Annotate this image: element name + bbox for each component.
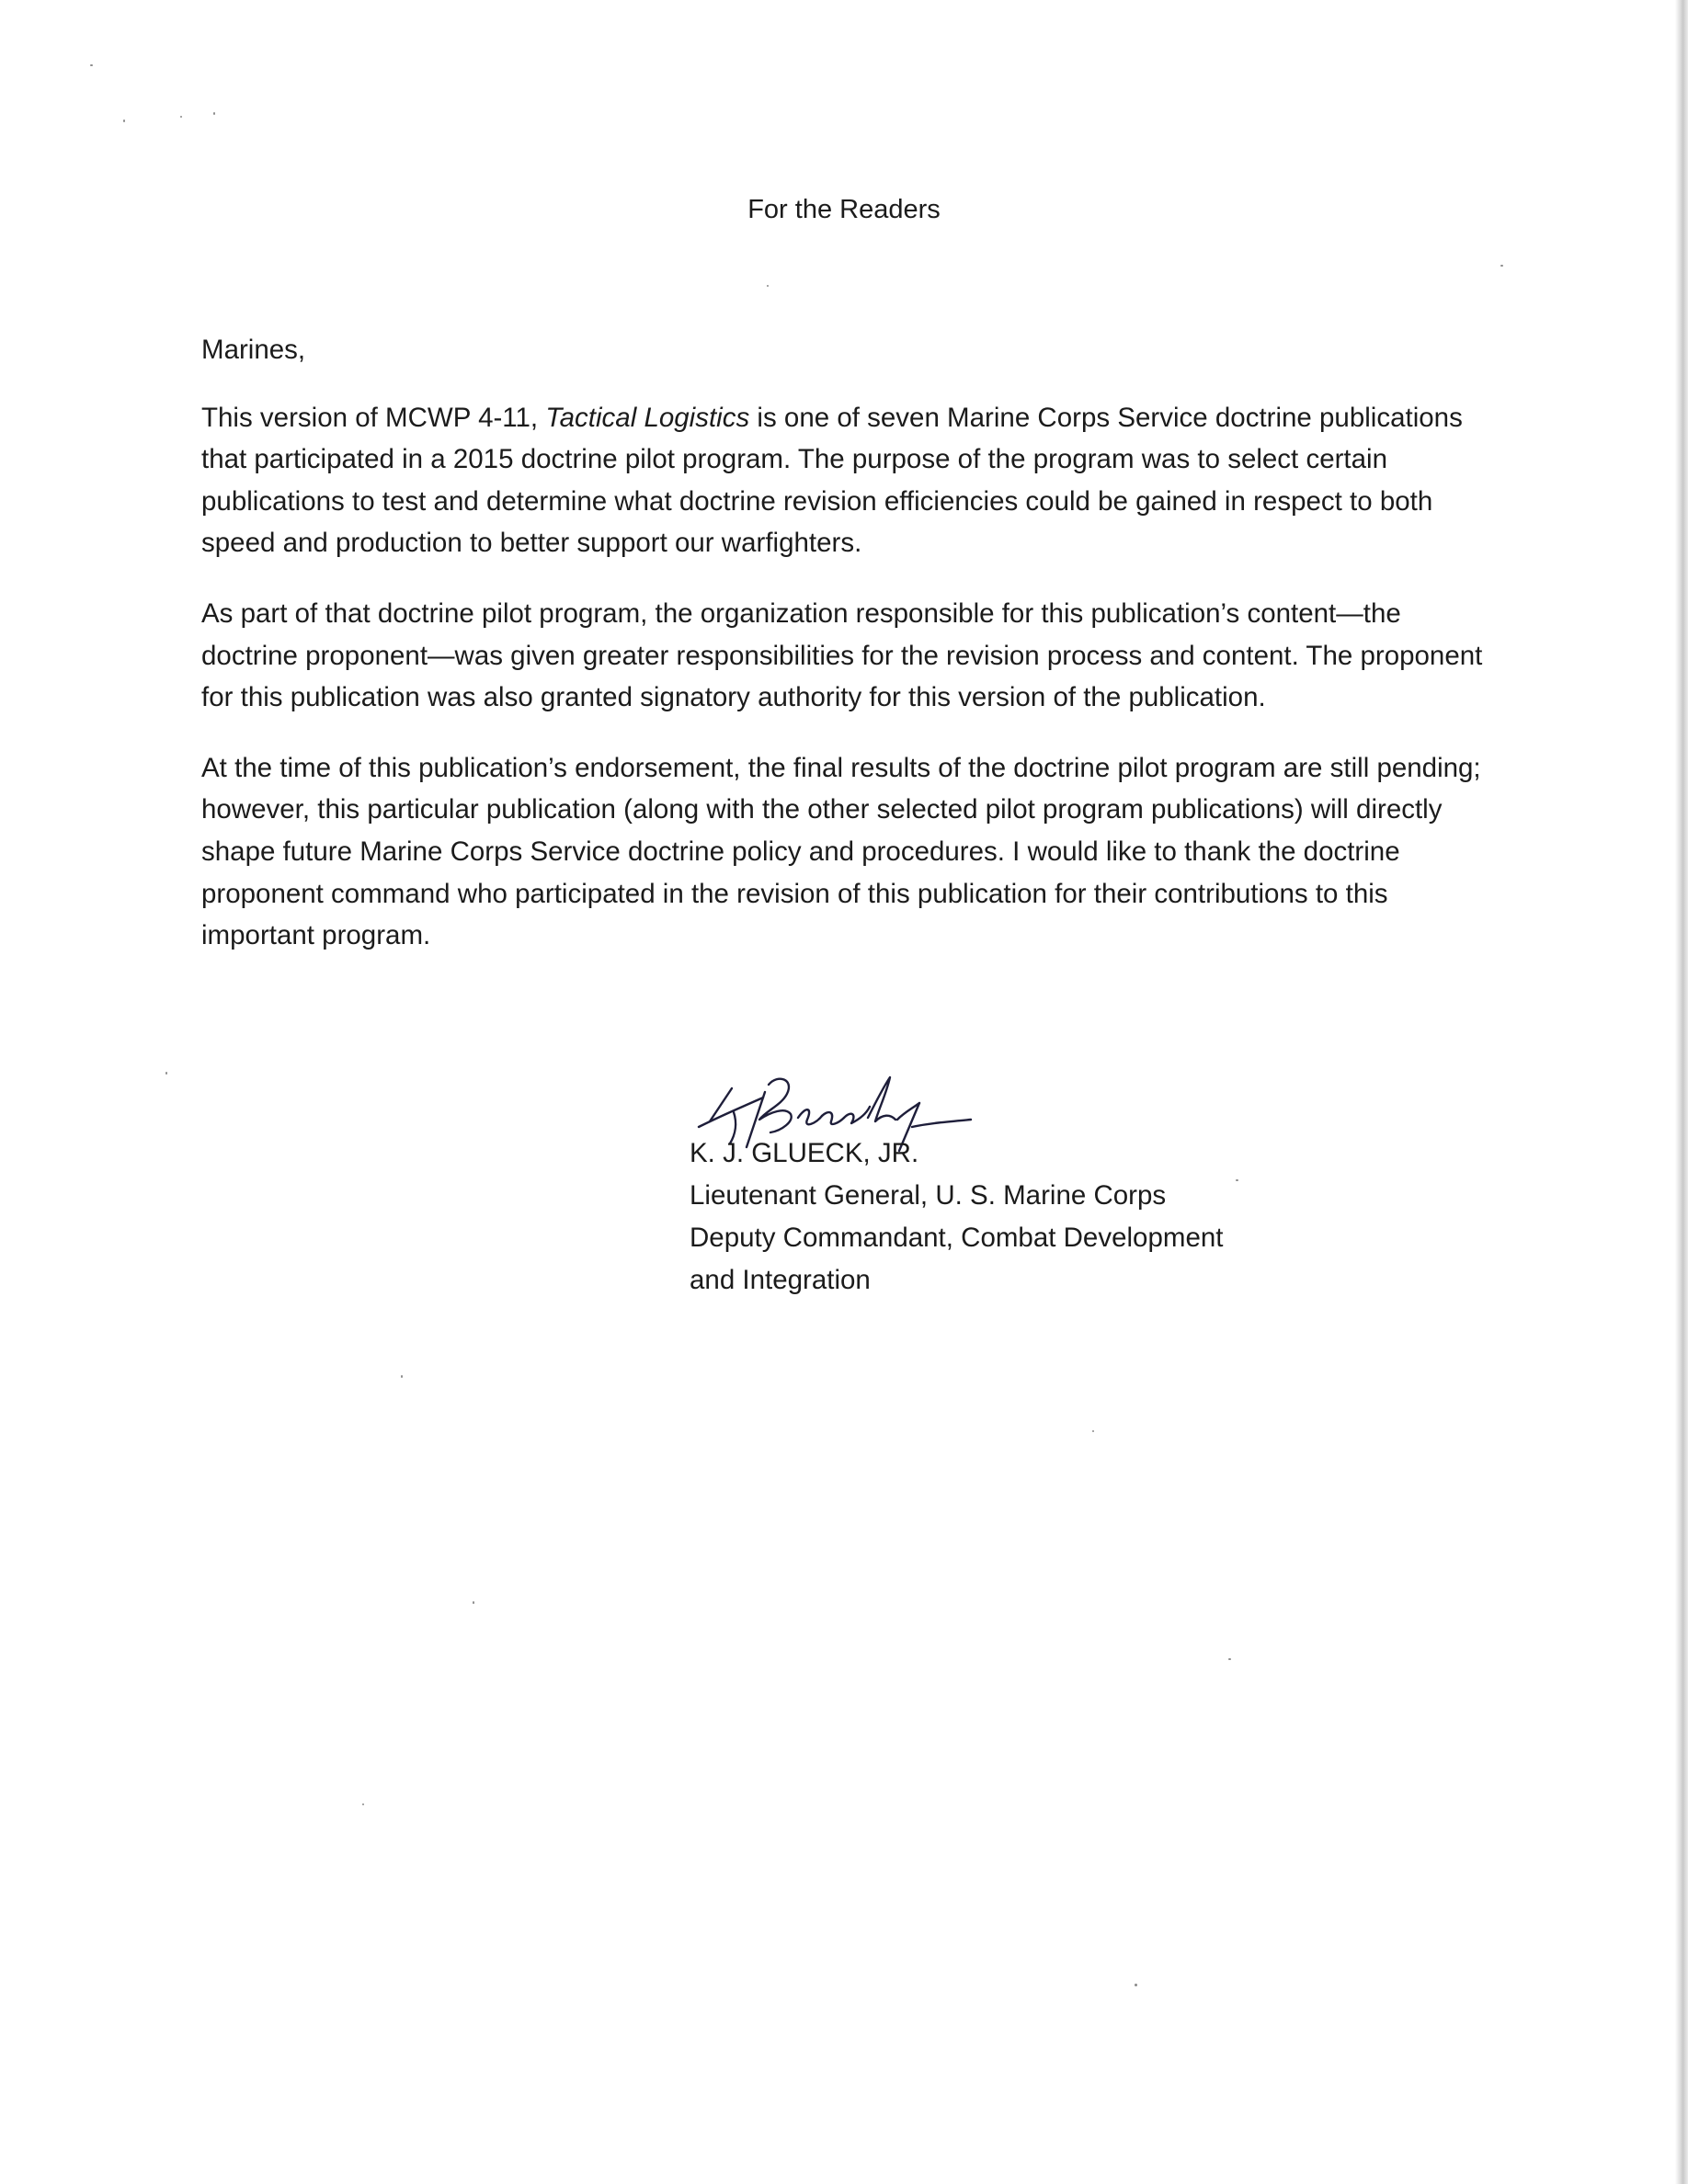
scan-speck bbox=[165, 1072, 167, 1075]
page-heading: For the Readers bbox=[747, 195, 941, 224]
scan-speck bbox=[180, 116, 182, 118]
paragraph-2: As part of that doctrine pilot program, the organization responsible for this publication’s content—the doctrine proponent—was given greater responsibilities for the revision process and content. The proponent for this publication was also granted signatory authority for this version of the publication. bbox=[201, 597, 1483, 713]
signer-name: K. J. GLUECK, JR. bbox=[690, 1138, 919, 1168]
scan-speck bbox=[213, 112, 215, 115]
paragraph-1-intro: This version of MCWP 4-11, bbox=[201, 402, 546, 433]
signer-title-line-2: and Integration bbox=[690, 1265, 871, 1295]
scan-speck bbox=[1092, 1430, 1094, 1432]
scan-speck bbox=[1500, 265, 1503, 267]
signer-rank: Lieutenant General, U. S. Marine Corps bbox=[690, 1180, 1167, 1211]
scan-speck bbox=[767, 285, 769, 287]
paragraph-3: At the time of this publication’s endorsement, the final results of the doctrine pilot program are still pending; however, this particular publication (along with the other selected pilot program publications) will directly shape future Marine Corps Service doctrine policy and procedures. I would like to thank the doctrine proponent command who participated in the revision of this publication for their contributions to this important program. bbox=[201, 752, 1481, 951]
scan-speck bbox=[473, 1601, 474, 1604]
scan-speck bbox=[1236, 1179, 1238, 1181]
salutation: Marines, bbox=[201, 335, 306, 365]
letter-body bbox=[201, 329, 1498, 985]
scan-speck bbox=[1228, 1658, 1231, 1660]
scan-speck bbox=[362, 1803, 364, 1805]
scan-speck bbox=[90, 64, 93, 66]
signature-lines bbox=[690, 1132, 1223, 1302]
publication-title: Tactical Logistics bbox=[545, 402, 750, 433]
scan-speck bbox=[401, 1375, 403, 1378]
paragraph-1 bbox=[201, 397, 1498, 564]
signer-title-line-1: Deputy Commandant, Combat Development bbox=[690, 1223, 1224, 1253]
scanned-page-edge bbox=[1675, 0, 1688, 2184]
scan-speck bbox=[123, 119, 125, 122]
paragraph-1-rest: is one of seven Marine Corps Service doctrine publications that participated in a 2015 doctrine pilot program. The purpose of the program was to select certain publications to test and determine what doctrine revision efficiencies could be gained in respect to both speed and production to better support our warfighters. bbox=[201, 402, 1463, 559]
scan-speck bbox=[1135, 1984, 1137, 1986]
